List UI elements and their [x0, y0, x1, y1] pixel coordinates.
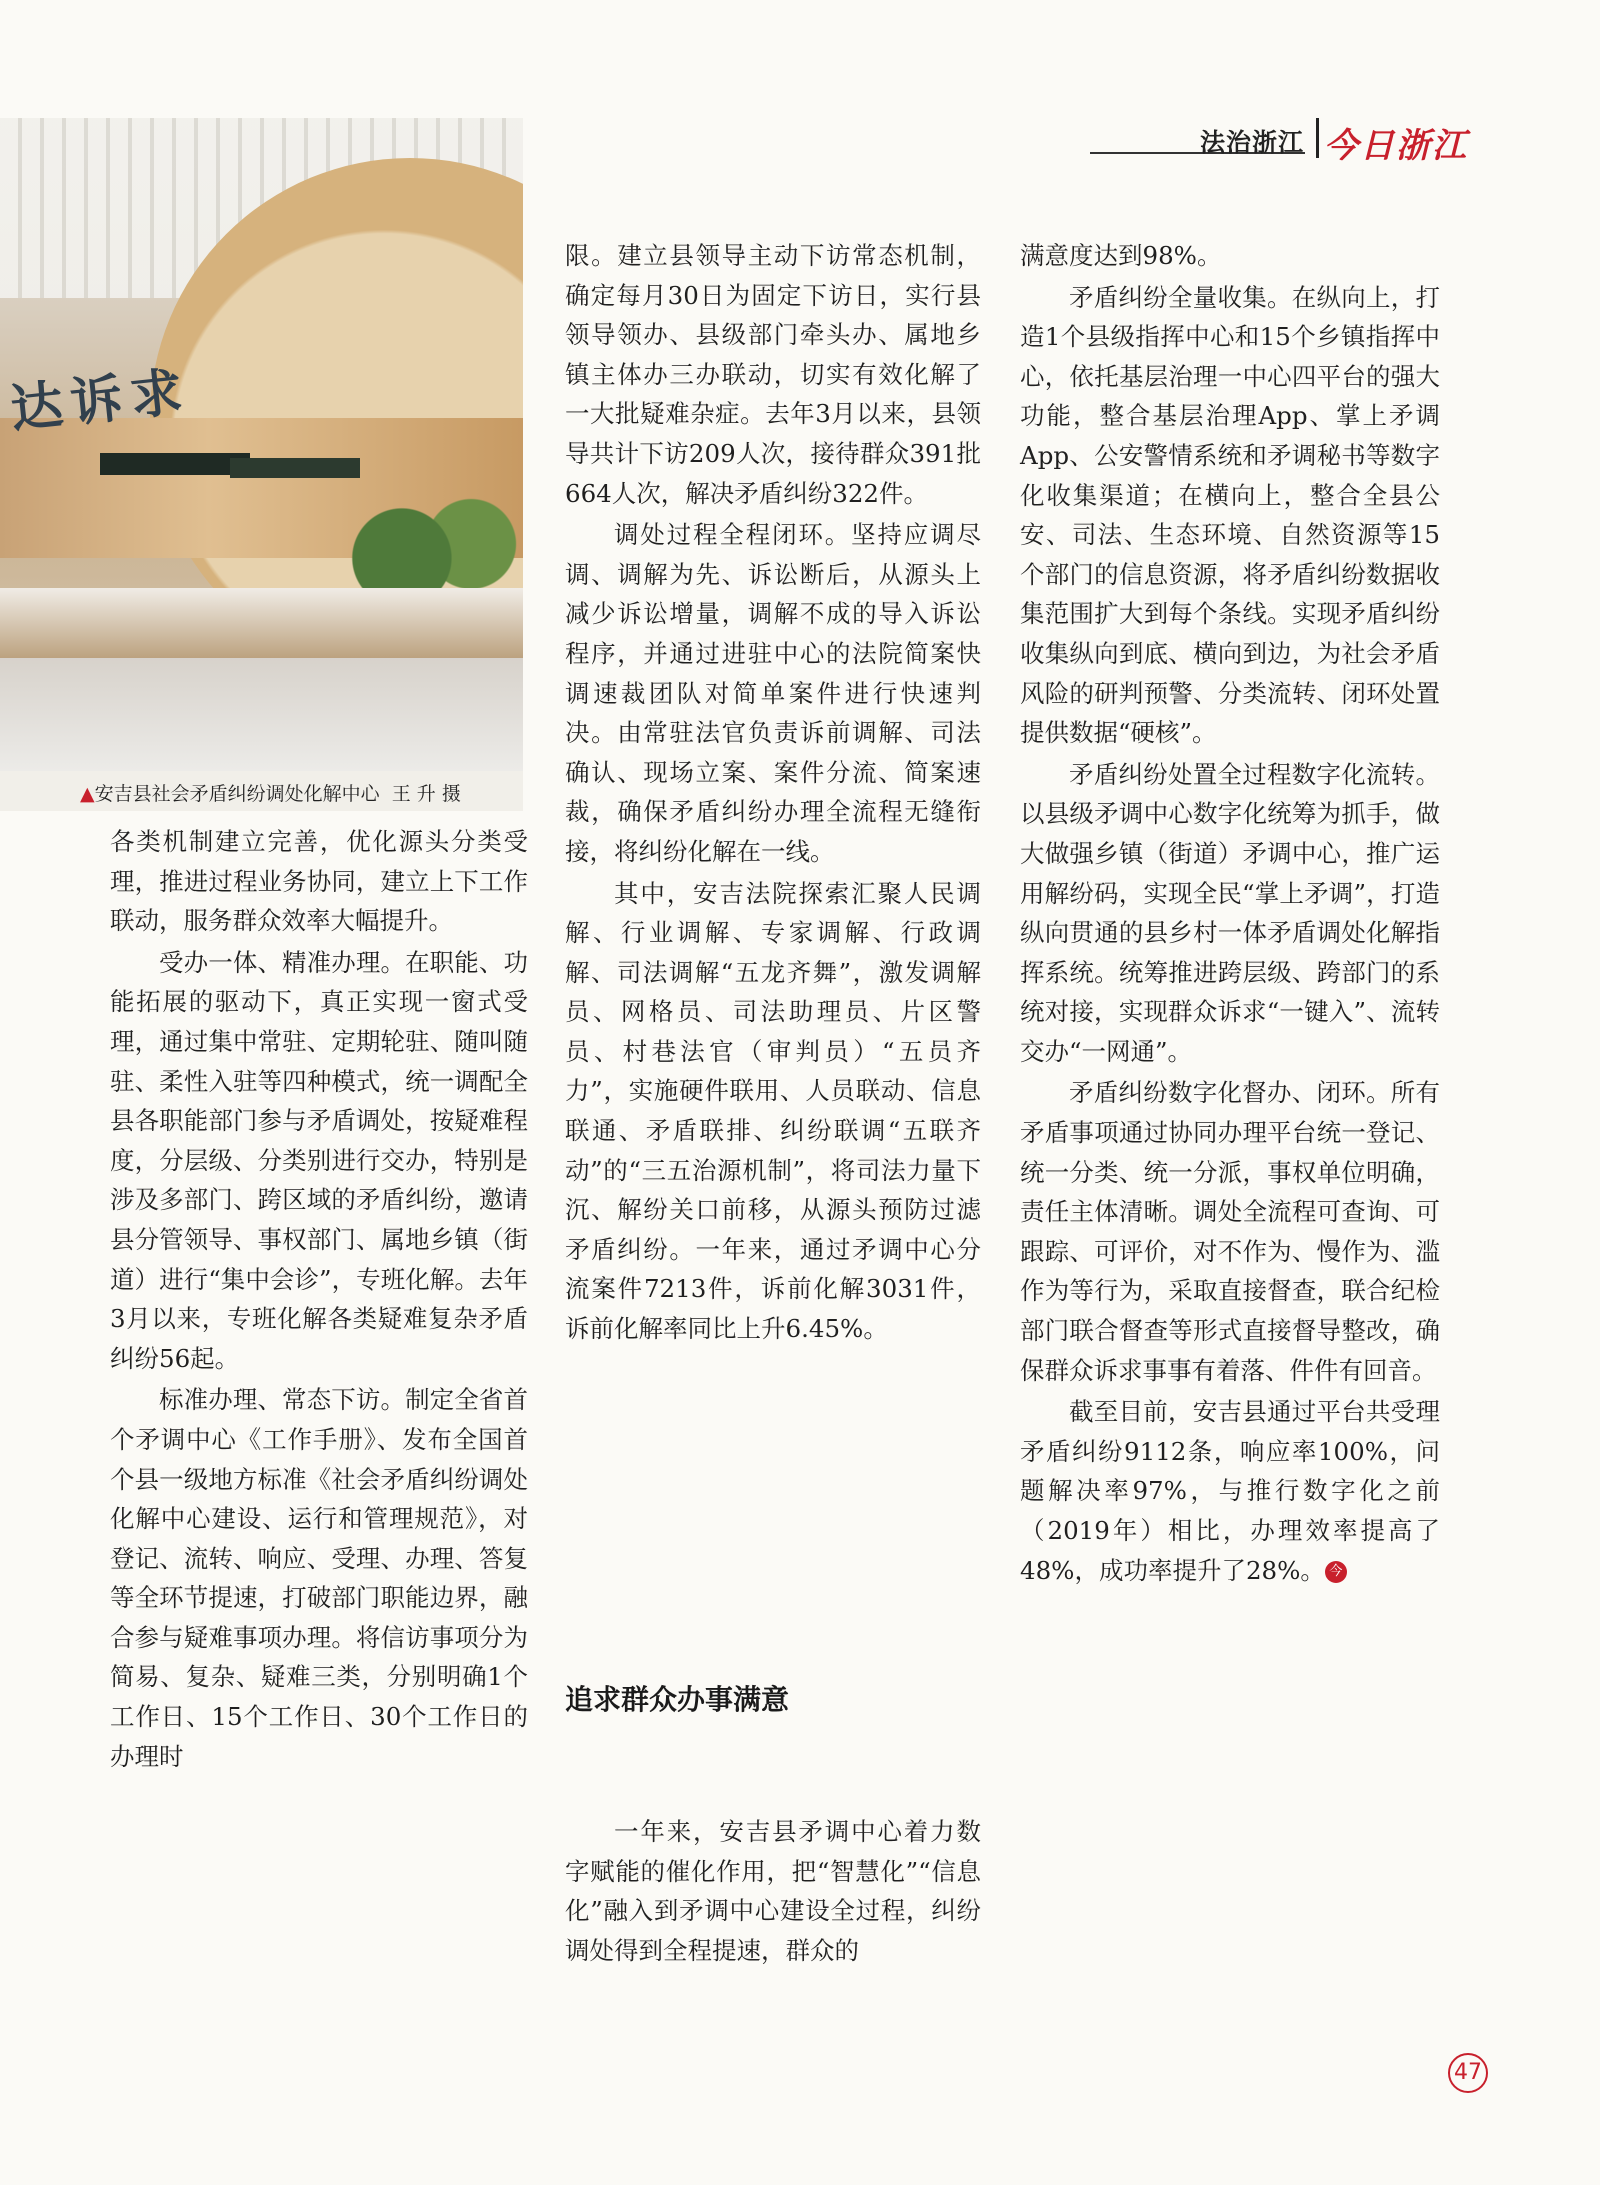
article-column-1 [110, 822, 528, 1776]
article-column-3 [1020, 236, 1440, 1590]
paragraph: 调处过程全程闭环。坚持应调尽调、调解为先、诉讼断后，从源头上减少诉讼增量，调解不成的导入诉讼程序，并通过进驻中心的法院简案快调速裁团队对简单案件进行快速判决。由常驻法官负责诉前调解、司法确认、现场立案、案件分流、简案速裁，确保矛盾纠纷办理全流程无缝衔接，将纠纷化解在一线。 [565, 520, 981, 866]
photo-led-screen [230, 458, 360, 478]
page-number: 47 [1448, 2053, 1488, 2093]
final-paragraph [1020, 1392, 1440, 1590]
paragraph: 各类机制建立完善，优化源头分类受理，推进过程业务协同，建立上下工作联动，服务群众效率大幅提升。 [110, 827, 528, 936]
article-column-2 [565, 236, 981, 1349]
paragraph: 限。建立县领导主动下访常态机制，确定每月30日为固定下访日，实行县领导领办、县级部门牵头办、属地乡镇主体办三办联动，切实有效化解了一大批疑难杂症。去年3月以来，县领导共计下访209人次，接待群众391批664人次，解决矛盾纠纷322件。 [565, 241, 981, 508]
header-divider [1316, 118, 1319, 158]
paragraph: 标准办理、常态下访。制定全省首个矛调中心《工作手册》、发布全国首个县一级地方标准《社会矛盾纠纷调处化解中心建设、运行和管理规范》，对登记、流转、响应、受理、办理、答复等全环节提速，打破部门职能边界，融合参与疑难事项办理。将信访事项分为简易、复杂、疑难三类，分别明确1个工作日、15个工作日、30个工作日的办理时 [110, 1385, 528, 1771]
paragraph: 矛盾纠纷数字化督办、闭环。所有矛盾事项通过协同办理平台统一登记、统一分类、统一分派，事权单位明确，责任主体清晰。调处全流程可查询、可跟踪、可评价，对不作为、慢作为、滥作为等行为，采取直接督查，联合纪检部门联合督查等形式直接督导整改，确保群众诉求事事有着落、件件有回音。 [1020, 1078, 1440, 1385]
paragraph: 受办一体、精准办理。在职能、功能拓展的驱动下，真正实现一窗式受理，通过集中常驻、定期轮驻、随叫随驻、柔性入驻等四种模式，统一调配全县各职能部门参与矛盾调处，按疑难程度，分层级、分类别进行交办，特别是涉及多部门、跨区域的矛盾纠纷，邀请县分管领导、事权部门、属地乡镇（街道）进行“集中会诊”，专班化解。去年3月以来，专班化解各类疑难复杂矛盾纠纷56起。 [110, 947, 528, 1373]
paragraph: 矛盾纠纷处置全过程数字化流转。以县级矛调中心数字化统筹为抓手，做大做强乡镇（街道）矛调中心，推广运用解纷码，实现全民“掌上矛调”，打造纵向贯通的县乡村一体矛盾调处化解指挥系统。统筹推进跨层级、跨部门的系统对接，实现群众诉求“一键入”、流转交办“一网通”。 [1020, 759, 1440, 1066]
paragraph: 其中，安吉法院探索汇聚人民调解、行业调解、专家调解、行政调解、司法调解“五龙齐舞”，激发调解员、网格员、司法助理员、片区警员、村巷法官（审判员）“五员齐力”，实施硬件联用、人员联动、信息联通、矛盾联排、纠纷联调“五联齐动”的“三五治源机制”，将司法力量下沉、解纷关口前移，从源头预防过滤矛盾纠纷。一年来，通过矛调中心分流案件7213件，诉前化解3031件，诉前化解率同比上升6.45%。 [565, 878, 981, 1344]
photo-sign-text: 达诉求 [7, 360, 194, 441]
article-column-2-continued [565, 1812, 981, 1970]
photo-floor [0, 658, 523, 771]
end-mark-icon: 今 [1325, 1561, 1347, 1583]
photo-service-counter [0, 588, 523, 658]
photo-led-screen [100, 453, 250, 475]
paragraph: 矛盾纠纷全量收集。在纵向上，打造1个县级指挥中心和15个乡镇指挥中心，依托基层治理一中心四平台的强大功能，整合基层治理App、掌上矛调App、公安警情系统和矛调秘书等数字化收集渠道；在横向上，整合全县公安、司法、生态环境、自然资源等15个部门的信息资源，将矛盾纠纷数据收集范围扩大到每个条线。实现矛盾纠纷收集纵向到底、横向到边，为社会矛盾风险的研判预警、分类流转、闭环处置提供数据“硬核”。 [1020, 282, 1440, 748]
brand-logo: 今日浙江 [1324, 126, 1468, 166]
photo-credit: 王 升 摄 [391, 783, 461, 805]
photo-caption [80, 779, 461, 806]
section-heading: 追求群众办事满意 [565, 1683, 790, 1716]
caption-text: 安吉县社会矛盾纠纷调处化解中心 [94, 783, 380, 805]
paragraph: 满意度达到98%。 [1020, 241, 1222, 270]
paragraph: 一年来，安吉县矛调中心着力数字赋能的催化作用，把“智慧化”“信息化”融入到矛调中心建设全过程，纠纷调处得到全程提速，群众的 [565, 1817, 981, 1965]
triangle-icon: ▲ [80, 783, 95, 805]
section-label: 法治浙江 [1200, 128, 1305, 157]
paragraph-text: 截至目前，安吉县通过平台共受理矛盾纠纷9112条，响应率100%，问题解决率97%，与推行数字化之前（2019年）相比，办理效率提高了48%，成功率提升了28%。 [1020, 1397, 1440, 1585]
article-photo [0, 118, 523, 771]
